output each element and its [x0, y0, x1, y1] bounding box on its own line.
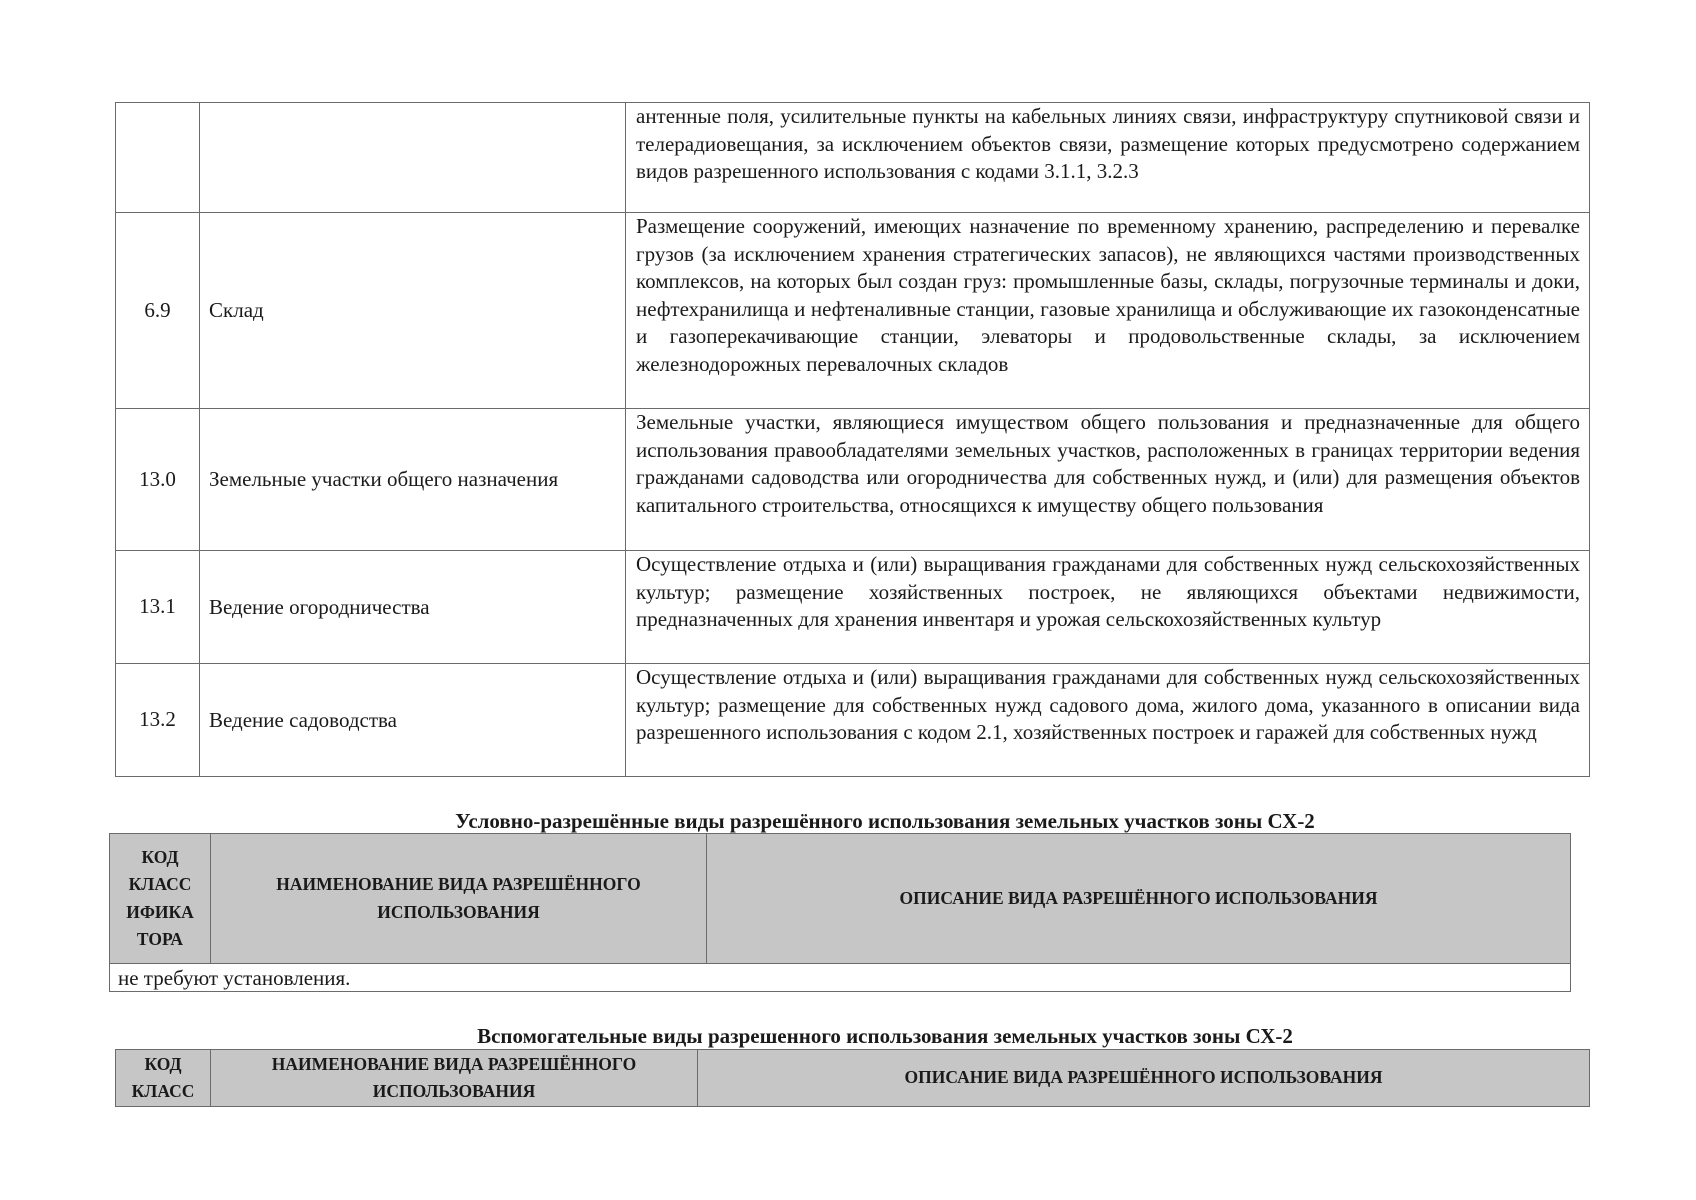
row-code: 13.2: [116, 664, 200, 777]
row-description: Осуществление отдыха и (или) выращивания гражданами для собственных нужд сельскохозяйственных культур; размещение для собственных нужд садового дома, жилого дома, указанного в описании вида разрешенного использования с кодом 2.1, хозяйственных построек и гаражей для собственных нужд: [626, 664, 1590, 777]
table-row: [116, 103, 1590, 213]
row-code: [116, 103, 200, 213]
header-code-line: ТОРА: [136, 929, 184, 949]
header-code-line: КЛАСС: [128, 874, 192, 894]
row-description: Размещение сооружений, имеющих назначение по временному хранению, распределению и перевалке грузов (за исключением хранения стратегических запасов), не являющихся частями производственных комплексов, на которых был создан груз: промышленные базы, склады, погрузочные терминалы и доки, нефтехранилища и нефтеналивные станции, газовые хранилища и обслуживающие их газоконденсатные и газоперекачивающие станции, элеваторы и продовольственные склады, за исключением железнодорожных перевалочных складов: [626, 213, 1590, 409]
header-name-line: НАИМЕНОВАНИЕ ВИДА РАЗРЕШЁННОГО: [271, 1053, 637, 1074]
row-name: Ведение огородничества: [200, 551, 626, 664]
header-name-line: ИСПОЛЬЗОВАНИЯ: [372, 1081, 536, 1101]
header-code-line: КОД: [144, 1053, 182, 1074]
header-name: [211, 1050, 698, 1107]
row-name: [200, 103, 626, 213]
header-description: ОПИСАНИЕ ВИДА РАЗРЕШЁННОГО ИСПОЛЬЗОВАНИЯ: [698, 1050, 1590, 1107]
row-name: Склад: [200, 213, 626, 409]
table-header-row: [116, 1050, 1590, 1107]
header-code: [110, 834, 211, 964]
header-code: [116, 1050, 211, 1107]
conditional-use-table: [109, 833, 1571, 992]
row-description: Земельные участки, являющиеся имуществом общего пользования и предназначенные для общего использования правообладателями земельных участков, расположенных в границах территории ведения гражданами садоводства или огородничества для собственных нужд, и (или) для размещения объектов капитального строительства, относящихся к имуществу общего пользования: [626, 409, 1590, 551]
header-code-line: КОД: [141, 846, 179, 867]
conditional-section-title: Условно-разрешённые виды разрешённого использования земельных участков зоны СХ-2: [455, 809, 1315, 833]
header-description: ОПИСАНИЕ ВИДА РАЗРЕШЁННОГО ИСПОЛЬЗОВАНИЯ: [707, 834, 1571, 964]
row-code: 6.9: [116, 213, 200, 409]
row-name: Ведение садоводства: [200, 664, 626, 777]
row-code: 13.0: [116, 409, 200, 551]
table-row: [116, 664, 1590, 777]
table-header-row: [110, 834, 1571, 964]
note-cell: не требуют установления.: [110, 964, 1571, 992]
auxiliary-section-title: Вспомогательные виды разрешенного использования земельных участков зоны СХ-2: [477, 1024, 1293, 1048]
header-code-line: КЛАСС: [131, 1081, 195, 1101]
header-name-line: ИСПОЛЬЗОВАНИЯ: [377, 901, 540, 922]
table-row: [116, 409, 1590, 551]
table-row: [116, 213, 1590, 409]
row-code: 13.1: [116, 551, 200, 664]
land-use-table: [115, 102, 1590, 777]
table-row: [110, 964, 1571, 992]
header-code-line: ИФИКА: [126, 901, 194, 922]
row-name: Земельные участки общего назначения: [200, 409, 626, 551]
header-name: [211, 834, 707, 964]
row-description: Осуществление отдыха и (или) выращивания гражданами для собственных нужд сельскохозяйственных культур; размещение хозяйственных построек, не являющихся объектами недвижимости, предназначенных для хранения инвентаря и урожая сельскохозяйственных культур: [626, 551, 1590, 664]
table-row: [116, 551, 1590, 664]
auxiliary-use-table: [115, 1049, 1590, 1107]
row-description: антенные поля, усилительные пункты на кабельных линиях связи, инфраструктуру спутниковой связи и телерадиовещания, за исключением объектов связи, размещение которых предусмотрено содержанием видов разрешенного использования с кодами 3.1.1, 3.2.3: [626, 103, 1590, 213]
header-name-line: НАИМЕНОВАНИЕ ВИДА РАЗРЕШЁННОГО: [276, 874, 641, 894]
